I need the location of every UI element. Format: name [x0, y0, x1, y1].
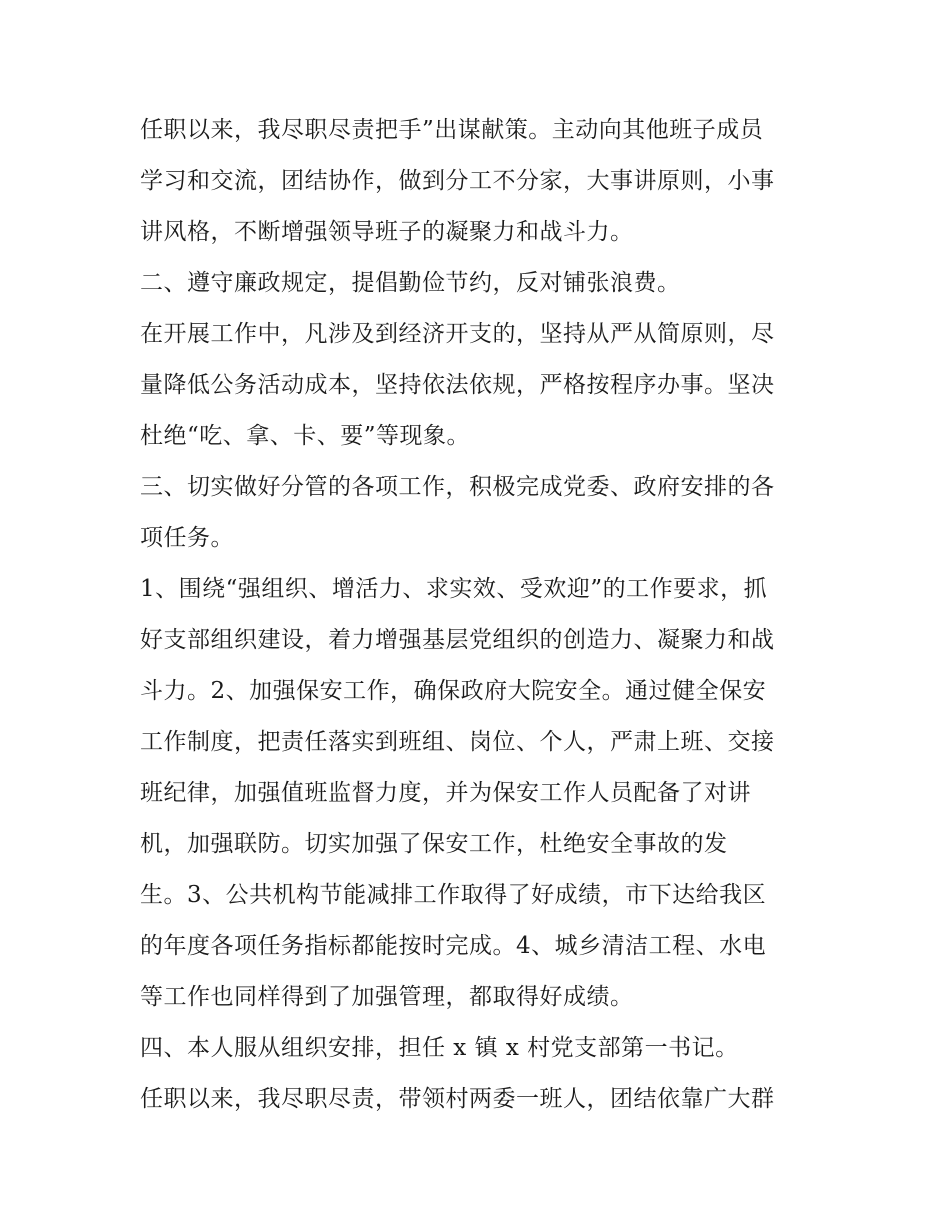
text-line: 斗力。2、加强保安工作，确保政府大院安全。通过健全保安 [140, 678, 767, 704]
section-heading-3: 三、切实做好分管的各项工作，积极完成党委、政府安排的各 [140, 474, 775, 500]
document-body [140, 105, 815, 1125]
text-line: 班纪律，加强值班监督力度，并为保安工作人员配备了对讲 [140, 780, 751, 806]
text-line: 等工作也同样得到了加强管理，都取得好成绩。 [140, 984, 634, 1010]
text-line: 任职以来，我尽职尽责把手”出谋献策。主动向其他班子成员 [140, 117, 764, 143]
section-heading-2: 二、遵守廉政规定，提倡勤俭节约，反对铺张浪费。 [140, 270, 681, 296]
text-line: 任职以来，我尽职尽责，带领村两委一班人，团结依靠广大群 [140, 1086, 775, 1112]
text-line: 生。3、公共机构节能减排工作取得了好成绩，市下达给我区 [140, 882, 767, 908]
text-line: 杜绝“吃、拿、卡、要”等现象。 [140, 423, 471, 449]
text-line: 项任务。 [140, 525, 234, 551]
text-line: 好支部组织建设，着力增强基层党组织的创造力、凝聚力和战 [140, 627, 775, 653]
text-line: 讲风格，不断增强领导班子的凝聚力和战斗力。 [140, 219, 634, 245]
text-line: 量降低公务活动成本，坚持依法依规，严格按程序办事。坚决 [140, 372, 775, 398]
section-heading-4: 四、本人服从组织安排，担任 x 镇 x 村党支部第一书记。 [140, 1035, 739, 1061]
text-line: 工作制度，把责任落实到班组、岗位、个人，严肃上班、交接 [140, 729, 775, 755]
text-line: 学习和交流，团结协作，做到分工不分家，大事讲原则，小事 [140, 168, 775, 194]
text-line: 在开展工作中，凡涉及到经济开支的，坚持从严从简原则，尽 [140, 321, 775, 347]
text-line: 的年度各项任务指标都能按时完成。4、城乡清洁工程、水电 [140, 933, 767, 959]
text-line: 1、围绕“强组织、增活力、求实效、受欢迎”的工作要求，抓 [140, 576, 768, 602]
text-line: 机，加强联防。切实加强了保安工作，杜绝安全事故的发 [140, 831, 728, 857]
